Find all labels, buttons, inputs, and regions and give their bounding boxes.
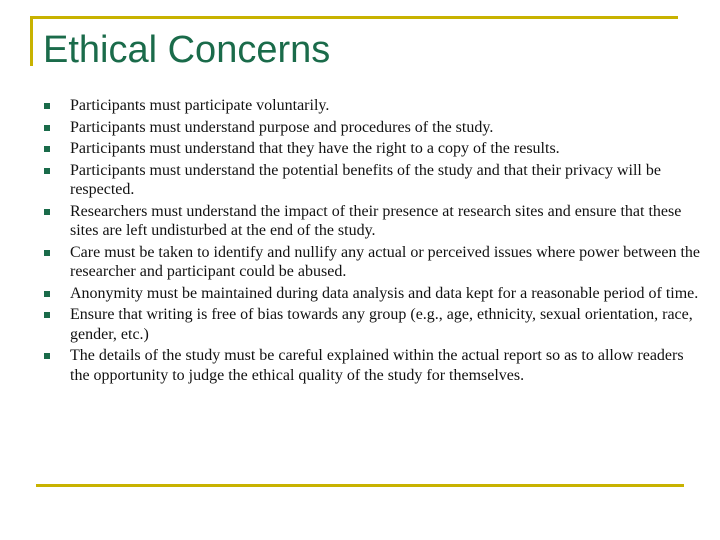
- square-bullet-icon: [44, 250, 50, 256]
- square-bullet-icon: [44, 146, 50, 152]
- bullet-item: [40, 346, 700, 385]
- bullet-text: Care must be taken to identify and nullify any actual or perceived issues where power between the researcher and participant could be abused.: [70, 243, 700, 280]
- bullet-item: [40, 305, 700, 344]
- square-bullet-icon: [44, 353, 50, 359]
- square-bullet-icon: [44, 291, 50, 297]
- bullet-text: Participants must participate voluntarily.: [70, 97, 330, 114]
- bullet-item: [40, 161, 700, 200]
- bullet-item: [40, 118, 700, 138]
- square-bullet-icon: [44, 125, 50, 131]
- bullet-item: [40, 243, 700, 282]
- square-bullet-icon: [44, 168, 50, 174]
- bullet-item: [40, 284, 700, 304]
- bullet-text: Participants must understand purpose and procedures of the study.: [70, 118, 494, 136]
- square-bullet-icon: [44, 103, 50, 109]
- frame-top-line: [30, 16, 678, 19]
- bullet-text: Participants must understand the potential benefits of the study and that their privacy will be respected.: [70, 161, 661, 198]
- bullet-text: Anonymity must be maintained during data analysis and data kept for a reasonable period of time.: [70, 284, 699, 302]
- bullet-text: The details of the study must be careful explained within the actual report so as to allow readers the opportunity to judge the ethical quality of the study for themselves.: [70, 347, 684, 384]
- bullet-list: [40, 96, 700, 387]
- bullet-item: [40, 96, 700, 116]
- bullet-text: Researchers must understand the impact of their presence at research sites and ensure that these sites are left undisturbed at the end of the study.: [70, 202, 682, 239]
- bullet-item: [40, 139, 700, 159]
- bullet-text: Ensure that writing is free of bias towards any group (e.g., age, ethnicity, sexual orientation, race, gender, etc.): [70, 306, 693, 343]
- square-bullet-icon: [44, 312, 50, 318]
- square-bullet-icon: [44, 209, 50, 215]
- frame-bottom-line: [36, 484, 684, 487]
- slide-title: Ethical Concerns: [43, 29, 331, 71]
- bullet-item: [40, 202, 700, 241]
- frame-left-line: [30, 16, 33, 66]
- bullet-text: Participants must understand that they have the right to a copy of the results.: [70, 140, 560, 157]
